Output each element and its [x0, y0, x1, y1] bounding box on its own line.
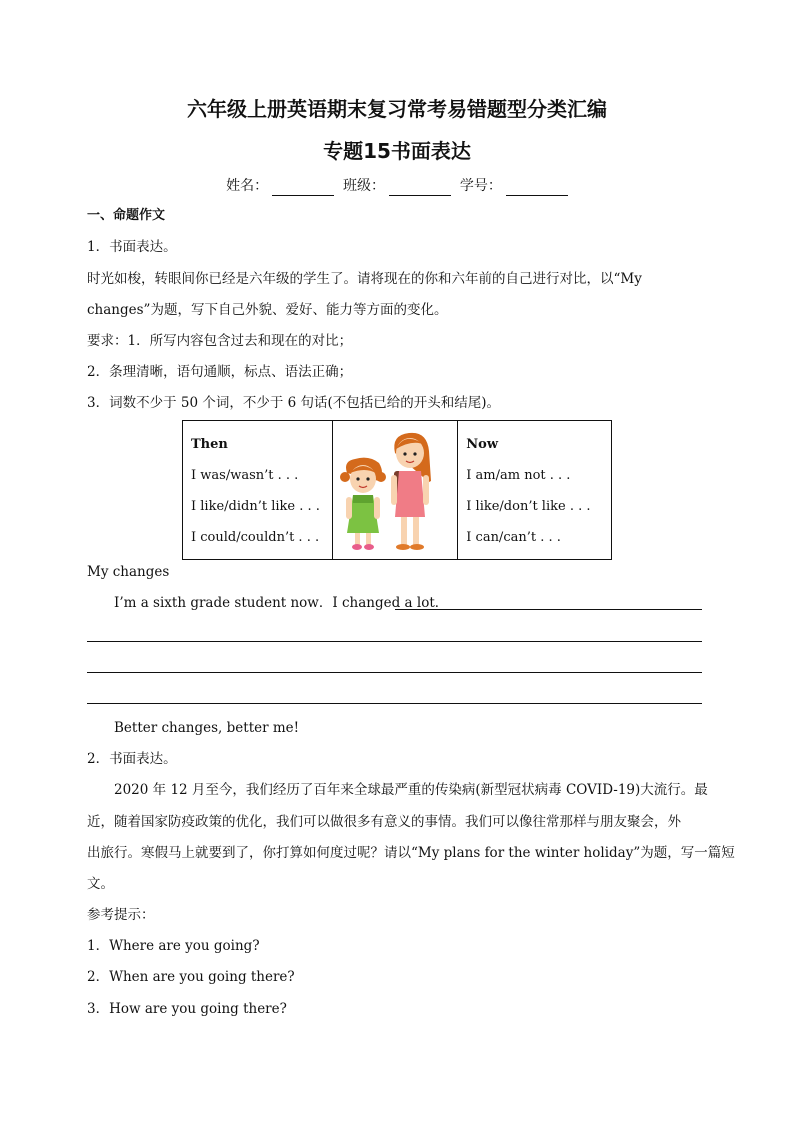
q2-prompt-line1: 2020 年 12 月至今，我们经历了百年来全球最严重的传染病(新型冠状病毒 COVID-19)大流行。最	[114, 782, 708, 798]
q2-hint-3: 3．How are you going there?	[87, 1001, 287, 1017]
page-title: 六年级上册英语期末复习常考易错题型分类汇编	[187, 97, 607, 121]
writing-line-4[interactable]	[87, 703, 702, 704]
class-blank[interactable]	[389, 182, 451, 196]
now-line-2: I like/don’t like . . .	[466, 499, 591, 514]
two-girls-illustration	[333, 421, 457, 555]
q1-requirement-2: 2．条理清晰，语句通顺，标点、语法正确；	[87, 364, 353, 380]
q2-hint-1: 1．Where are you going?	[87, 938, 260, 954]
older-girl-figure	[391, 433, 431, 550]
class-label: 班级：	[343, 178, 385, 194]
writing-line-3[interactable]	[87, 672, 702, 673]
then-line-3: I could/couldn’t . . .	[191, 530, 320, 545]
younger-girl-figure	[340, 458, 386, 550]
writing-line-2[interactable]	[87, 641, 702, 642]
then-column	[183, 421, 333, 560]
q2-prompt-line3: 出旅行。寒假马上就要到了，你打算如何度过呢？请以“My plans for the winter holiday”为题，写一篇短	[87, 845, 735, 861]
essay-title: My changes	[87, 564, 170, 580]
q2-label: 2．书面表达。	[87, 751, 177, 767]
essay-closing: Better changes, better me!	[114, 720, 300, 736]
name-blank[interactable]	[272, 182, 334, 196]
q1-requirement-1: 要求：1．所写内容包含过去和现在的对比；	[87, 333, 353, 349]
student-info-line	[0, 176, 794, 196]
essay-opening: I’m a sixth grade student now．I changed a lot．	[114, 595, 449, 611]
q1-requirement-3: 3．词数不少于 50 个词，不少于 6 句话(不包括已给的开头和结尾)。	[87, 395, 501, 411]
now-line-3: I can/can’t . . .	[466, 530, 561, 545]
then-header: Then	[191, 437, 228, 452]
name-label: 姓名：	[226, 178, 269, 194]
writing-line-1[interactable]	[395, 609, 702, 610]
section-heading: 一、命题作文	[87, 208, 166, 223]
id-label: 学号：	[459, 178, 502, 194]
then-line-2: I like/didn’t like . . .	[191, 499, 320, 514]
then-line-1: I was/wasn’t . . .	[191, 468, 299, 483]
q1-label: 1．书面表达。	[87, 239, 177, 255]
now-header: Now	[466, 437, 499, 452]
q1-prompt-line2: changes”为题，写下自己外貌、爱好、能力等方面的变化。	[87, 302, 448, 318]
q2-hints-label: 参考提示：	[87, 907, 155, 923]
illustration-cell	[333, 421, 458, 560]
now-line-1: I am/am not . . .	[466, 468, 571, 483]
q2-hint-2: 2．When are you going there?	[87, 969, 295, 985]
q1-prompt-line1: 时光如梭，转眼间你已经是六年级的学生了。请将现在的你和六年前的自己进行对比，以“My	[87, 271, 642, 287]
q2-prompt-line4: 文。	[87, 876, 114, 892]
then-now-table	[182, 420, 612, 560]
now-column	[458, 421, 612, 560]
id-blank[interactable]	[506, 182, 568, 196]
q2-prompt-line2: 近，随着国家防疫政策的优化，我们可以做很多有意义的事情。我们可以像往常那样与朋友聚会，外	[87, 814, 681, 830]
page-subtitle: 专题15书面表达	[323, 139, 471, 163]
